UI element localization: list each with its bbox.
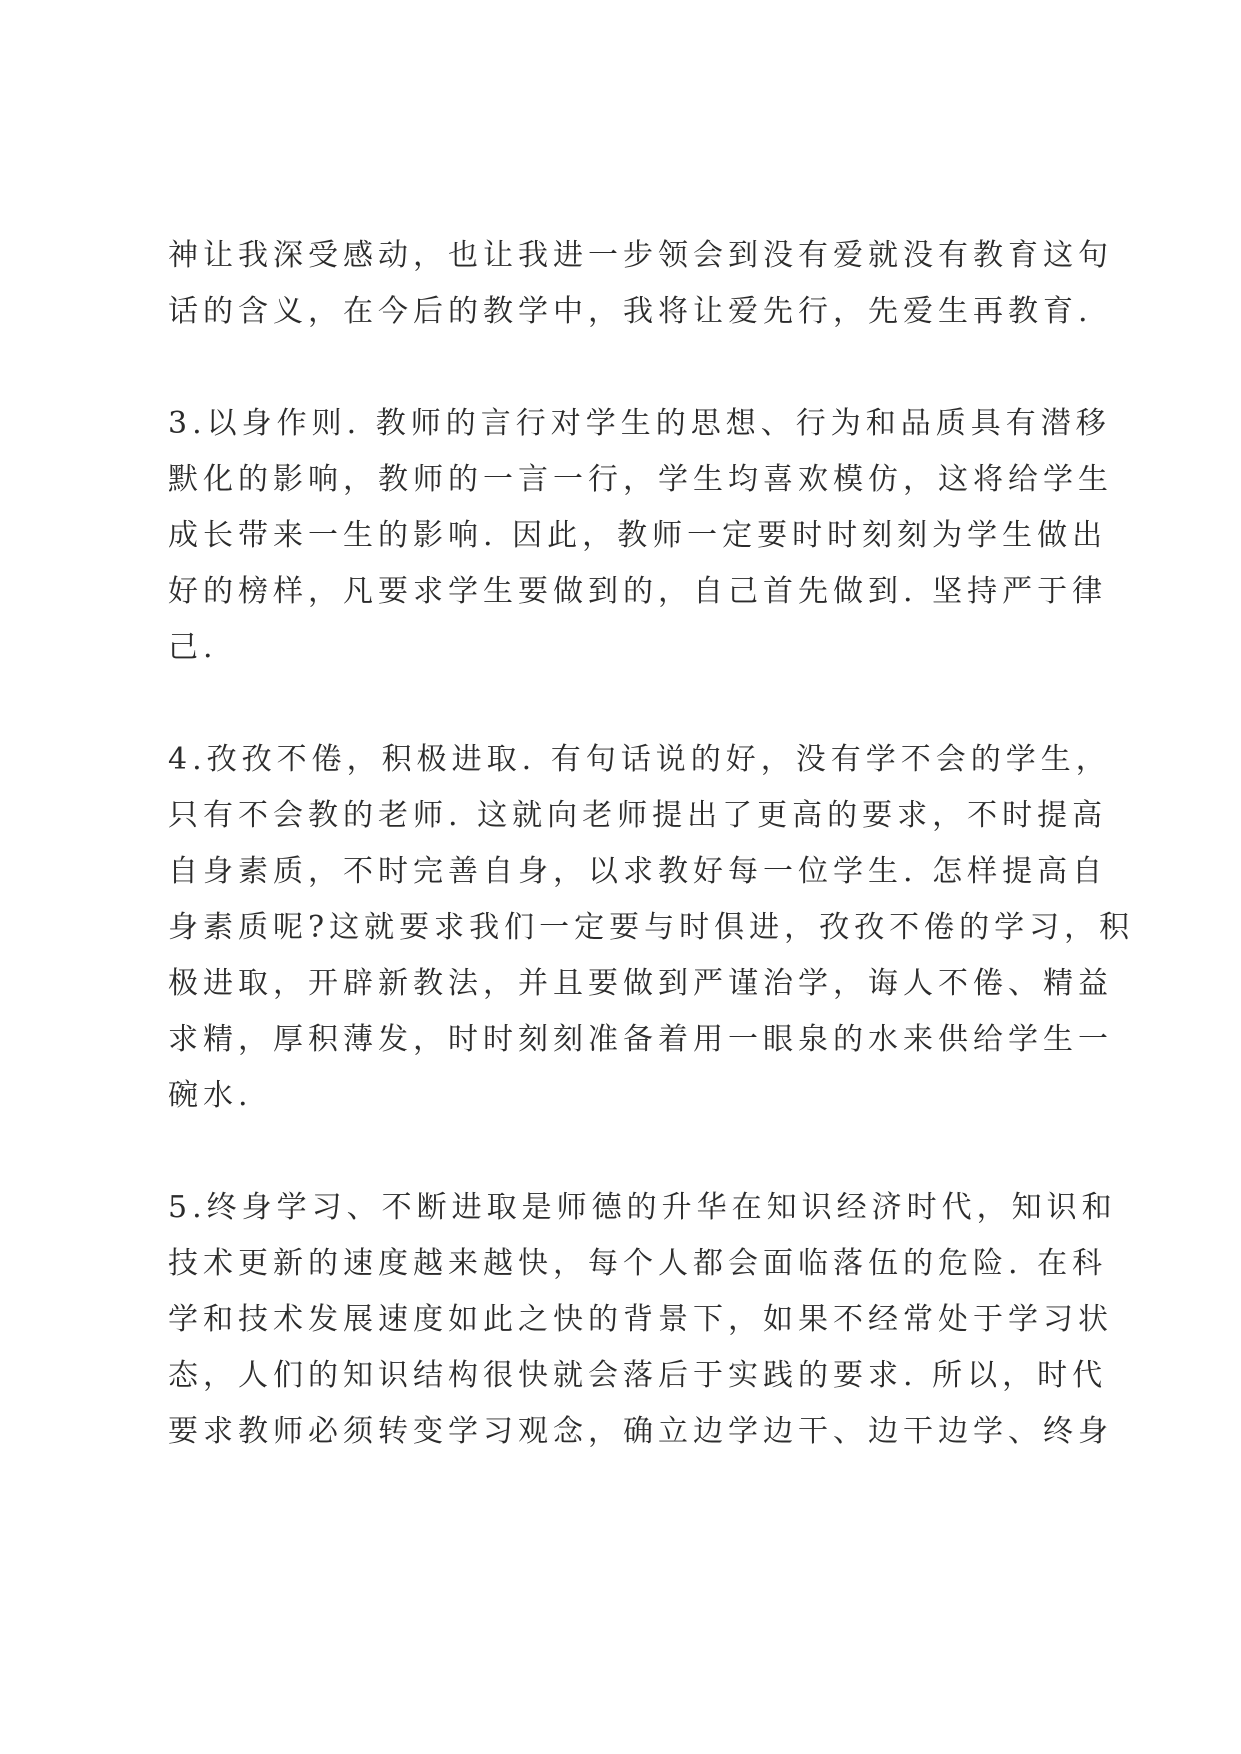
text-line: 态，人们的知识结构很快就会落后于实践的要求. 所以，时代 xyxy=(168,1358,1108,1393)
text-line: 碗水. xyxy=(168,1078,253,1113)
text-line: 3.以身作则. 教师的言行对学生的思想、行为和品质具有潜移 xyxy=(168,406,1111,441)
text-line: 学和技术发展速度如此之快的背景下，如果不经常处于学习状 xyxy=(168,1302,1113,1337)
text-line: 默化的影响，教师的一言一行，学生均喜欢模仿，这将给学生 xyxy=(168,462,1113,497)
paragraph-diligence xyxy=(168,732,1135,1124)
paragraph-spacer xyxy=(168,1124,1078,1180)
paragraph-lead-by-example xyxy=(168,396,1113,676)
text-line: 话的含义，在今后的教学中，我将让爱先行，先爱生再教育. xyxy=(168,294,1093,329)
paragraph-spacer xyxy=(168,676,1078,732)
text-line: 自身素质，不时完善自身，以求教好每一位学生. 怎样提高自 xyxy=(168,854,1108,889)
text-line: 4.孜孜不倦，积极进取. 有句话说的好，没有学不会的学生， xyxy=(168,742,1111,777)
text-line: 极进取，开辟新教法，并且要做到严谨治学，诲人不倦、精益 xyxy=(168,966,1113,1001)
paragraph-love-education xyxy=(168,228,1113,340)
text-line: 只有不会教的老师. 这就向老师提出了更高的要求，不时提高 xyxy=(168,798,1108,833)
text-line: 要求教师必须转变学习观念，确立边学边干、边干边学、终身 xyxy=(168,1414,1113,1449)
text-line: 好的榜样，凡要求学生要做到的，自己首先做到. 坚持严于律 xyxy=(168,574,1108,609)
paragraph-lifelong-learning xyxy=(168,1180,1117,1460)
text-line: 成长带来一生的影响. 因此，教师一定要时时刻刻为学生做出 xyxy=(168,518,1108,553)
text-line: 技术更新的速度越来越快，每个人都会面临落伍的危险. 在科 xyxy=(168,1246,1108,1281)
text-line: 神让我深受感动，也让我进一步领会到没有爱就没有教育这句 xyxy=(168,238,1113,273)
text-line: 己. xyxy=(168,630,218,665)
text-line: 身素质呢?这就要求我们一定要与时俱进，孜孜不倦的学习，积 xyxy=(168,910,1135,945)
text-line: 求精，厚积薄发，时时刻刻准备着用一眼泉的水来供给学生一 xyxy=(168,1022,1113,1057)
paragraph-spacer xyxy=(168,340,1078,396)
document-body xyxy=(168,228,1135,1460)
text-line: 5.终身学习、不断进取是师德的升华在知识经济时代，知识和 xyxy=(168,1190,1117,1225)
